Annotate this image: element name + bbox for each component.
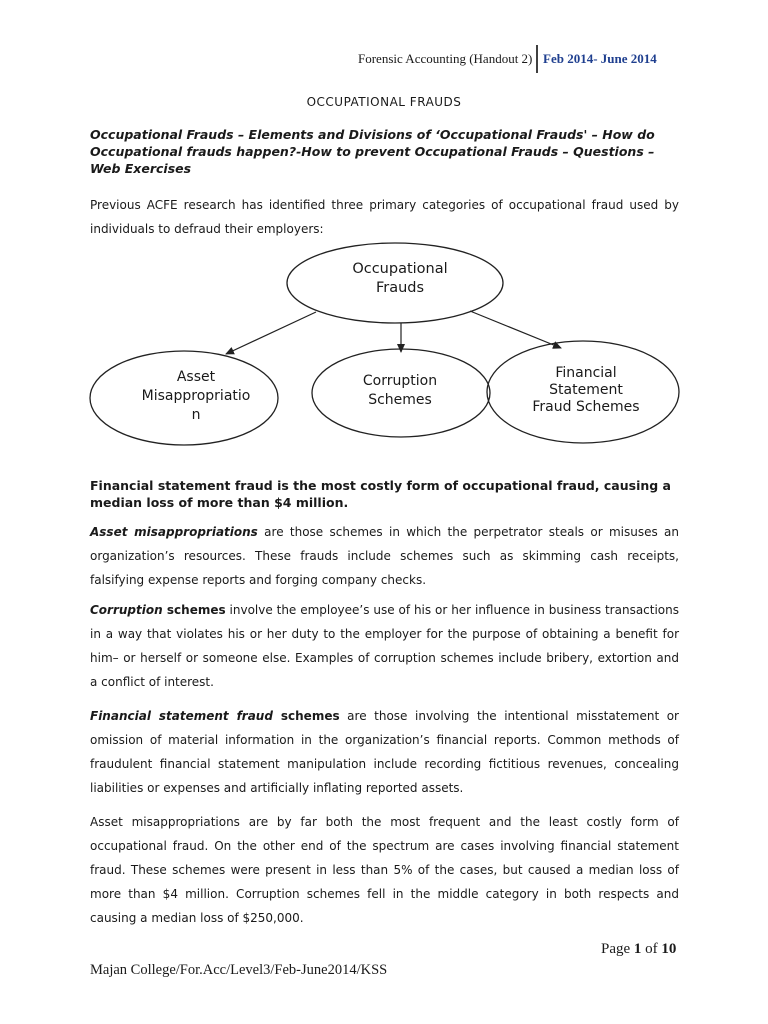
node-label-line: Financial bbox=[555, 365, 617, 381]
arrow-to-financial bbox=[470, 311, 561, 348]
intro-paragraph: Previous ACFE research has identified three primary categories of occupational fraud used by individuals to defraud their employers: bbox=[90, 198, 679, 236]
page-label: Page bbox=[601, 941, 631, 957]
node-label-line: Fraud Schemes bbox=[532, 399, 640, 415]
node-label-line: Statement bbox=[549, 382, 623, 398]
node-label-line: Frauds bbox=[375, 280, 425, 296]
paragraph-lead: Financial statement fraud bbox=[90, 709, 273, 723]
page-total: 10 bbox=[661, 941, 677, 957]
arrow-to-asset bbox=[226, 312, 316, 354]
paragraph-lead: Asset misappropriations bbox=[90, 525, 258, 539]
node-label-line: Asset bbox=[176, 369, 216, 385]
corruption-paragraph bbox=[90, 598, 679, 694]
paragraph-body: are those involving the intentional misstatement or omission of material information in the organization’s financial reports. Common methods of fraudulent financial statement manipulation include recording fictitious revenues, concealing liabilities or expenses and artificially inflating reported assets. bbox=[90, 709, 679, 795]
summary-paragraph: Asset misappropriations are by far both the most frequent and the least costly form of occupational fraud. On the other end of the spectrum are cases involving financial statement fraud. These schemes were present in less than 5% of the cases, but caused a median loss of more than $4 million. Corruption schemes fell in the middle category in both respects and causing a median loss of $250,000. bbox=[90, 815, 679, 925]
node-label-line: Corruption bbox=[362, 373, 438, 389]
node-label-line: n bbox=[191, 407, 201, 423]
node-label-line: Occupational bbox=[352, 261, 448, 277]
financial-statement-paragraph bbox=[90, 704, 679, 800]
page-number bbox=[601, 941, 676, 958]
page-title: OCCUPATIONAL FRAUDS bbox=[306, 95, 462, 109]
node-occupational-frauds bbox=[300, 260, 500, 298]
header-date-range: Feb 2014- June 2014 bbox=[543, 51, 657, 66]
page-current: 1 bbox=[633, 941, 642, 957]
asset-misappropriation-paragraph bbox=[90, 520, 679, 592]
paragraph-body: involve the employee’s use of his or her influence in business transactions in a way that violates his or her duty to the employer for the purpose of obtaining a benefit for him– or herself or someone else. Examples of corruption schemes include bribery, extortion and a conflict of interest. bbox=[90, 603, 680, 689]
footer-reference: Majan College/For.Acc/Level3/Feb-June2014/KSS bbox=[90, 962, 388, 978]
paragraph-body: are those schemes in which the perpetrator steals or misuses an organization’s resources. These frauds include schemes such as skimming cash receipts, falsifying expense reports and forging company checks. bbox=[90, 525, 680, 587]
paragraph-lead-suffix: schemes bbox=[272, 709, 340, 723]
topic-subtitle: Occupational Frauds – Elements and Divisions of ‘Occupational Frauds' – How do Occupational frauds happen?-How to prevent Occupational Frauds – Questions – Web Exercises bbox=[90, 127, 655, 176]
node-label-line: Misappropriatio bbox=[141, 388, 251, 404]
node-label-line: Schemes bbox=[368, 392, 432, 408]
node-financial-statement-fraud bbox=[496, 365, 676, 416]
page-of: of bbox=[645, 941, 658, 957]
paragraph-lead: Corruption bbox=[90, 603, 163, 617]
node-corruption-schemes bbox=[320, 372, 480, 410]
paragraph-lead-suffix: schemes bbox=[162, 603, 226, 617]
node-asset-misappropriation bbox=[118, 368, 274, 425]
costly-fraud-statement: Financial statement fraud is the most costly form of occupational fraud, causing a median loss of more than $4 million. bbox=[90, 478, 671, 510]
header-course-title: Forensic Accounting (Handout 2) bbox=[358, 51, 533, 66]
